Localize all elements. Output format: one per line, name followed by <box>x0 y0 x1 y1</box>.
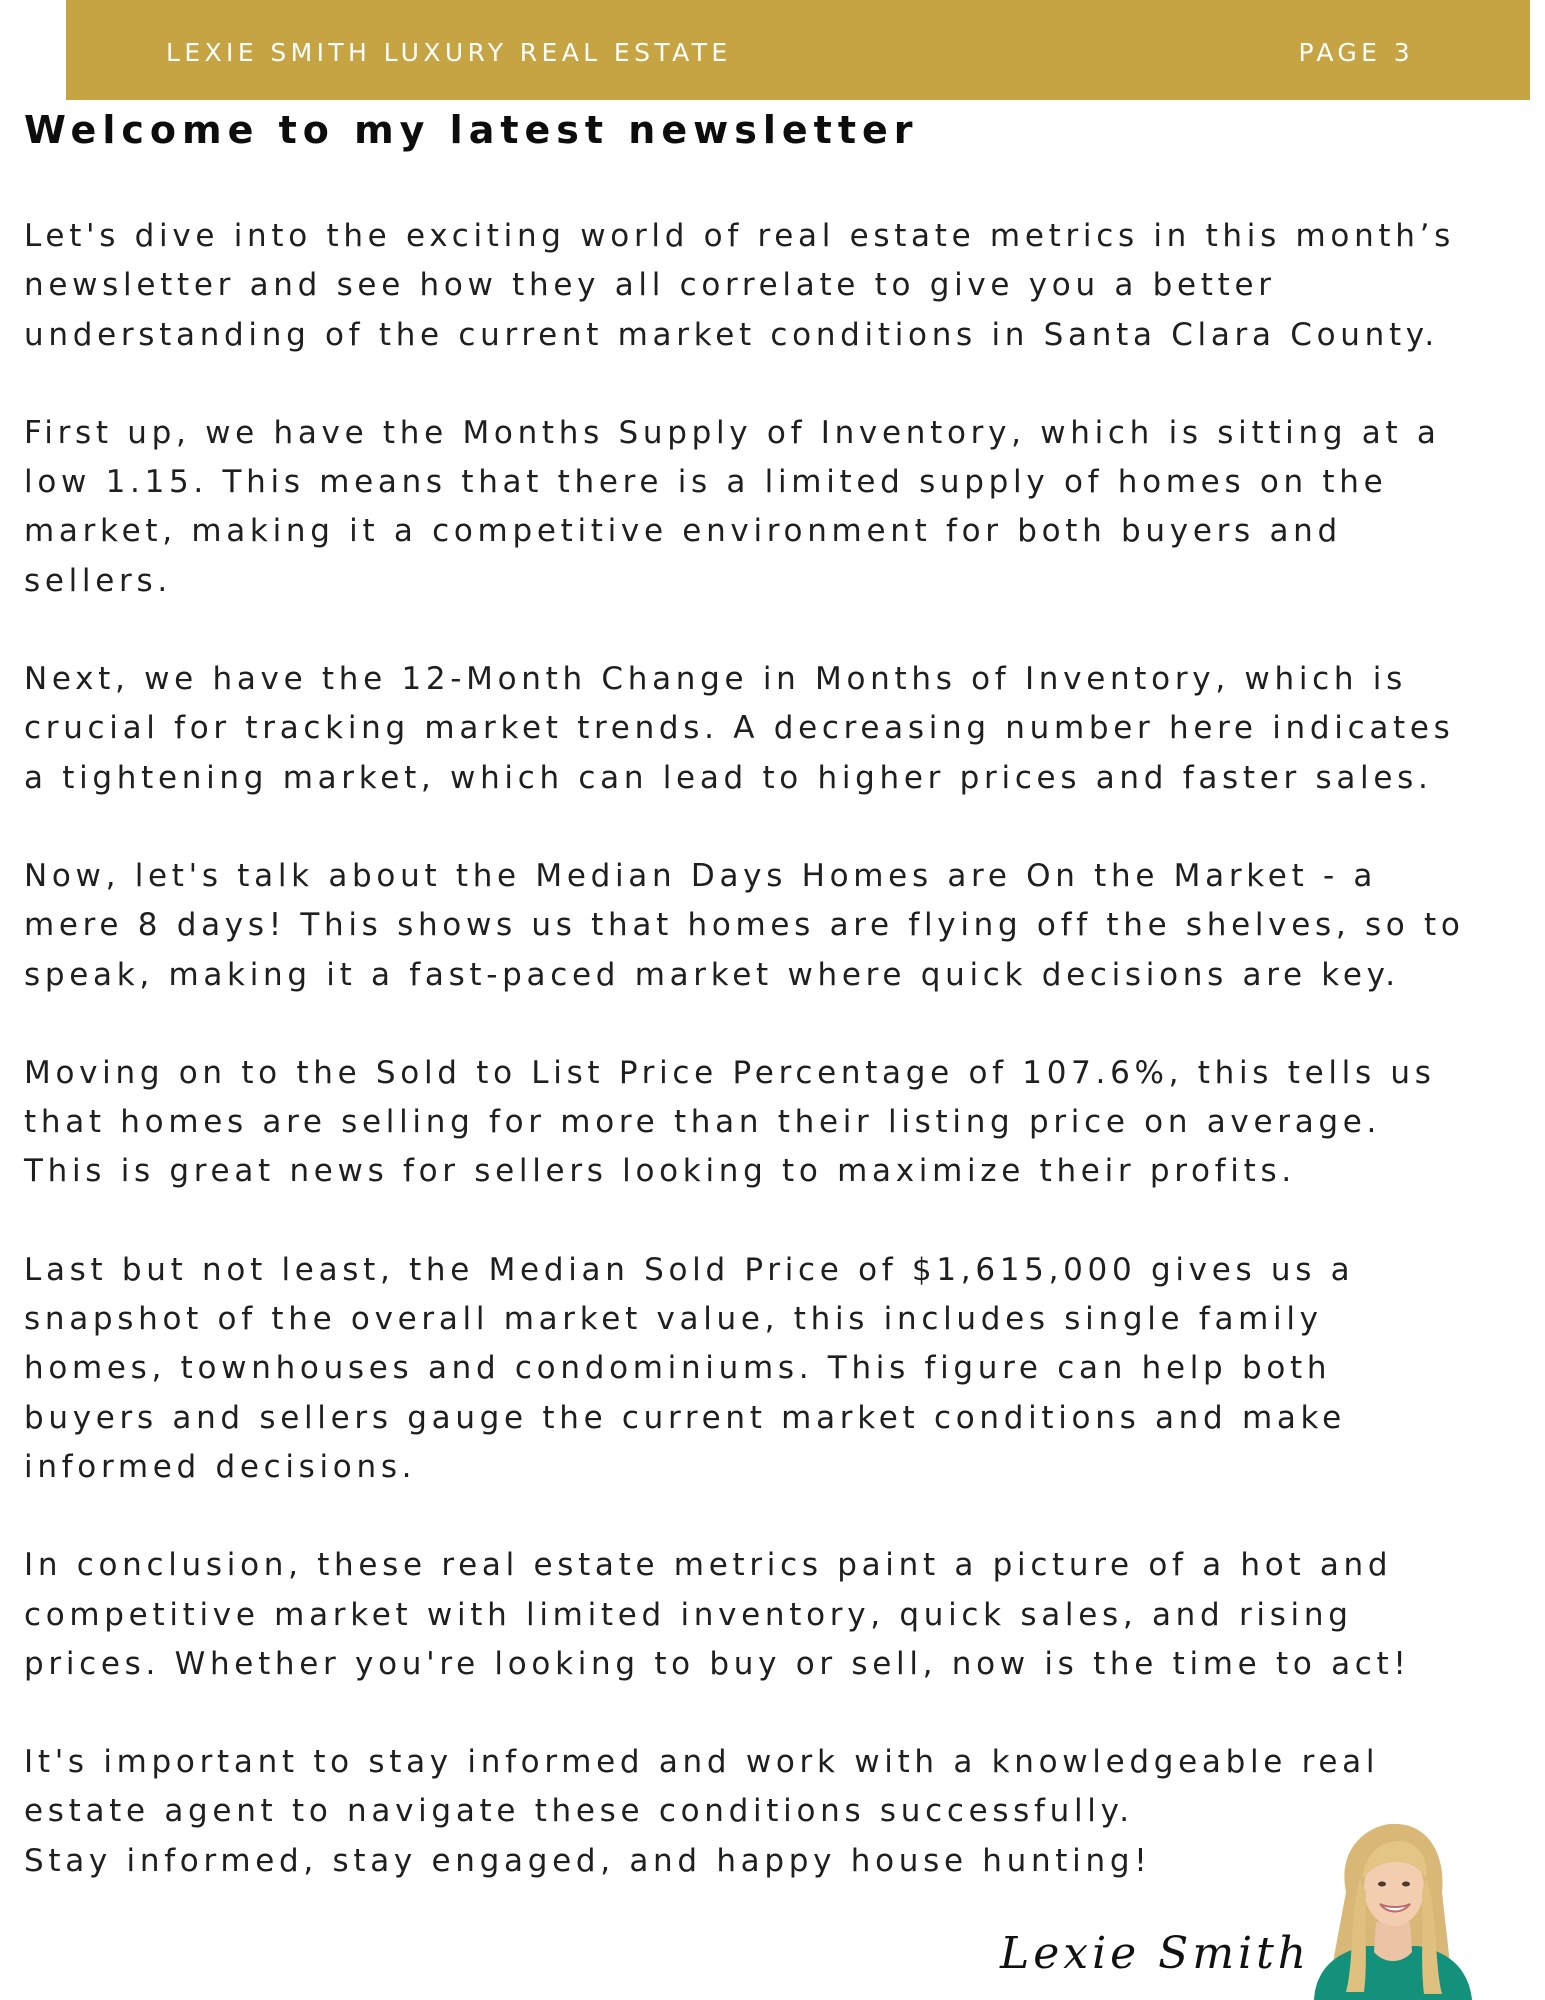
agent-photo <box>1306 1822 1478 2000</box>
paragraph-intro: Let's dive into the exciting world of real estate metrics in this month’s newsletter and see how they all correlate to give you a better understanding of the current market conditions in Santa Clara County. <box>24 218 1456 353</box>
paragraph-days-on-market: Now, let's talk about the Median Days Homes are On the Market - a mere 8 days! This shows us that homes are flying off the shelves, so to speak, making it a fast-paced market where quick decisions are key. <box>24 857 1465 993</box>
paragraph-inventory-change: Next, we have the 12-Month Change in Months of Inventory, which is crucial for tracking market trends. A decreasing number here indicates a tightening market, which can lead to higher prices and faster sales. <box>24 661 1455 796</box>
paragraph-sold-to-list: Moving on to the Sold to List Price Percentage of 107.6%, this tells us that homes are selling for more than their listing price on average. This is great news for sellers looking to maximize their profits. <box>24 1054 1436 1190</box>
newsletter-body <box>24 212 1534 1886</box>
paragraph-median-price: Last but not least, the Median Sold Price of $1,615,000 gives us a snapshot of the overall market value, this includes single family homes, townhouses and condominiums. This figure can help both buyers and sellers gauge the current market conditions and make informed decisions. <box>24 1251 1355 1485</box>
agent-portrait-image <box>1306 1822 1478 2000</box>
header-bar <box>66 0 1530 100</box>
paragraph-months-supply: First up, we have the Months Supply of Inventory, which is sitting at a low 1.15. This means that there is a limited supply of homes on the market, making it a competitive environment for both buyers and sellers. <box>24 414 1441 599</box>
page-number: PAGE 3 <box>1298 38 1414 67</box>
newsletter-title: Welcome to my latest newsletter <box>24 108 919 152</box>
paragraph-closing: It's important to stay informed and work with a knowledgeable real estate agent to navigate these conditions successfully. Stay informed, stay engaged, and happy house hunting! <box>24 1744 1380 1879</box>
header-brand: LEXIE SMITH LUXURY REAL ESTATE <box>166 38 732 67</box>
paragraph-conclusion: In conclusion, these real estate metrics paint a picture of a hot and competitive market with limited inventory, quick sales, and rising prices. Whether you're looking to buy or sell, now is the time to act! <box>24 1547 1411 1682</box>
signature: Lexie Smith <box>1000 1928 1311 1979</box>
